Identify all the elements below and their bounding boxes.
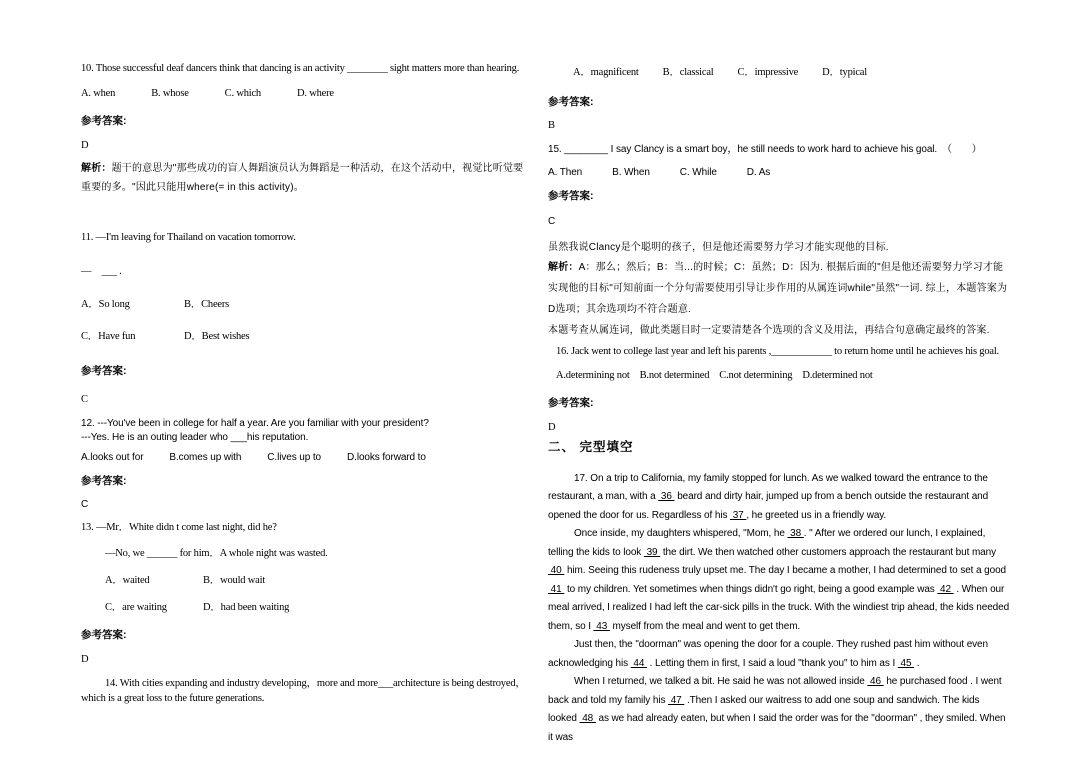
option-c: C.not determining [719, 370, 793, 382]
option-c: C. which [224, 87, 261, 99]
question-14-text: 14. With cities expanding and industry developing，more and more___architecture is being destroyed，which is a great loss to the future generations. [81, 678, 526, 705]
cloze-blank-47: 47 [668, 694, 685, 706]
cloze-passage [548, 470, 1010, 748]
option-b: B．Cheers [184, 298, 230, 310]
question-12-options [81, 451, 533, 465]
question-13-line1: 13. —Mr．White didn t come last night, did he? [81, 521, 277, 533]
option-a: A. Then [548, 166, 583, 178]
cloze-blank-38: 38 [787, 528, 804, 540]
cloze-blank-36: 36 [658, 491, 675, 503]
option-a: A.looks out for [81, 451, 144, 463]
option-d: D. where [297, 87, 334, 99]
right-column [548, 62, 1010, 747]
answer-label: 参考答案: [81, 364, 127, 377]
answer-label: 参考答案: [548, 396, 594, 409]
previous-question-options [548, 66, 1010, 80]
analysis-label: 解析： [548, 262, 579, 274]
option-c: C．Have fun [81, 331, 136, 343]
option-c: C. While [679, 166, 717, 178]
option-d: D．typical [822, 67, 867, 78]
cloze-blank-40: 40 [548, 565, 565, 577]
option-d: D.looks forward to [347, 451, 426, 463]
question-15-answer: C [548, 215, 556, 227]
option-c: C.lives up to [267, 451, 322, 463]
option-c: C．impressive [737, 67, 799, 78]
question-16-text: 16. Jack went to college last year and left his parents ,____________ to return home until he achieves his goal. [556, 345, 999, 357]
analysis-text: 题干的意思为"那些成功的盲人舞蹈演员认为舞蹈是一种活动，在这个活动中，视觉比听觉要重要的多。"因此只能用where(= in this activity)。 [81, 163, 524, 193]
question-16-answer: D [548, 421, 556, 433]
question-12-line2: ---Yes. He is an outing leader who ___his reputation. [81, 431, 309, 443]
answer-label: 参考答案: [81, 629, 127, 642]
question-11-options-row1 [81, 298, 533, 312]
cloze-blank-37: 37 [730, 509, 747, 521]
option-d: D. As [746, 166, 771, 178]
option-a: A. when [81, 87, 116, 99]
option-b: B．would wait [203, 575, 266, 587]
previous-question-answer: B [548, 119, 556, 131]
analysis-text: A：那么；然后；B：当...的时候；C：虽然；D：因为. 根据后面的"但是他还需要努力学习才能实现他的目标"可知前面一个分句需要使用引导让步作用的从属连词while"虽然"一词. 综上，本题答案为D选项；其余选项均不符合题意. [548, 262, 1008, 316]
cloze-blank-45: 45 [897, 657, 915, 669]
question-15-text: 15. ________ I say Clancy is a smart boy，he still needs to work hard to achieve his goal. （ ） [548, 143, 982, 155]
question-12-line1: 12. ---You've been in college for half a year. Are you familiar with your president? [81, 417, 429, 429]
option-b: B.comes up with [169, 451, 242, 463]
question-12-answer: C [81, 498, 89, 510]
option-d: D．had been waiting [203, 601, 290, 613]
option-a: A．So long [81, 298, 130, 310]
cloze-paragraph-2: Once inside, my daughters whispered, "Mom, he 38 . " After we ordered our lunch, I explained, telling the kids to look 39 the dirt. We then watched other customers approach the restaurant but many 40 him. Seeing this rudeness truly upset me. The day I became a mother, I had determined to set a good 41 to my children. Yet sometimes when things didn't go right, being a good example was 42 . When our meal arrived, I realized I had left the car-sick pills in the truck. With the windiest trip ahead, the kids needed them, so I 43 myself from the meal and went to get them. [548, 528, 1010, 632]
question-11-line2: — ___ . [81, 265, 122, 277]
question-15-analysis [548, 258, 1010, 320]
option-d: D．Best wishes [184, 331, 250, 343]
option-a: A.determining not [556, 370, 630, 382]
answer-label: 参考答案: [81, 474, 127, 487]
option-c: C．are waiting [105, 601, 167, 613]
cloze-paragraph-4: When I returned, we talked a bit. He said he was not allowed inside 46 he purchased food . I went back and told my family his 47 .Then I asked our waitress to add one soup and sandwich. The kids looked 48 as we had already eaten, but when I said the order was for the "doorman" , they smiled. When it was [548, 676, 1006, 743]
cloze-blank-41: 41 [548, 583, 565, 595]
question-11-options-row2 [81, 330, 533, 344]
cloze-blank-42: 42 [937, 583, 954, 595]
question-10-answer: D [81, 140, 89, 152]
option-b: B.not determined [639, 370, 710, 382]
left-column [81, 62, 533, 706]
question-10-options [81, 87, 533, 101]
question-11-answer: C [81, 393, 89, 405]
question-13-options-row1 [105, 574, 533, 588]
cloze-blank-43: 43 [593, 620, 610, 632]
question-11-line1: 11. —I'm leaving for Thailand on vacation tomorrow. [81, 232, 296, 244]
option-d: D.determined not [802, 370, 873, 382]
cloze-blank-46: 46 [867, 676, 884, 688]
question-16-options [548, 369, 1010, 383]
answer-label: 参考答案: [81, 115, 127, 128]
cloze-blank-44: 44 [630, 657, 647, 669]
option-a: A．waited [105, 575, 150, 587]
option-b: B. When [612, 166, 650, 178]
cloze-blank-39: 39 [643, 546, 661, 558]
question-15-translation: 虽然我说Clancy是个聪明的孩子，但是他还需要努力学习才能实现他的目标. [548, 241, 889, 253]
question-15-note: 本题考查从属连词，做此类题目时一定要清楚各个选项的含义及用法，再结合句意确定最终的答案. [548, 324, 990, 336]
option-b: B. whose [151, 87, 189, 99]
question-15-options [548, 166, 1010, 180]
question-10-analysis [81, 160, 533, 197]
cloze-paragraph-3: Just then, the "doorman" was opening the door for a couple. They rushed past him without even acknowledging his 44 . Letting them in first, I said a loud "thank you" to him as I 45 . [548, 639, 988, 669]
cloze-paragraph-1: 17. On a trip to California, my family stopped for lunch. As we walked toward the entrance to the restaurant, a man, with a 36 beard and dirty hair, jumped up from a bench outside the restaurant and opened the door for us. Regardless of his 37 , he greeted us in a friendly way. [548, 472, 989, 521]
cloze-blank-48: 48 [579, 713, 596, 725]
analysis-label: 解析： [81, 163, 112, 175]
answer-label: 参考答案: [548, 189, 594, 202]
option-a: A．magnificent [573, 67, 639, 78]
option-b: B．classical [662, 67, 714, 78]
question-13-answer: D [81, 654, 89, 666]
answer-label: 参考答案: [548, 95, 594, 108]
question-13-line2: —No, we ______ for him．A whole night was wasted. [105, 548, 328, 560]
question-13-options-row2 [105, 601, 533, 615]
section-2-heading: 二、 完型填空 [548, 439, 634, 454]
question-10-text: 10. Those successful deaf dancers think that dancing is an activity ________ sight matters more than hearing. [81, 63, 520, 74]
